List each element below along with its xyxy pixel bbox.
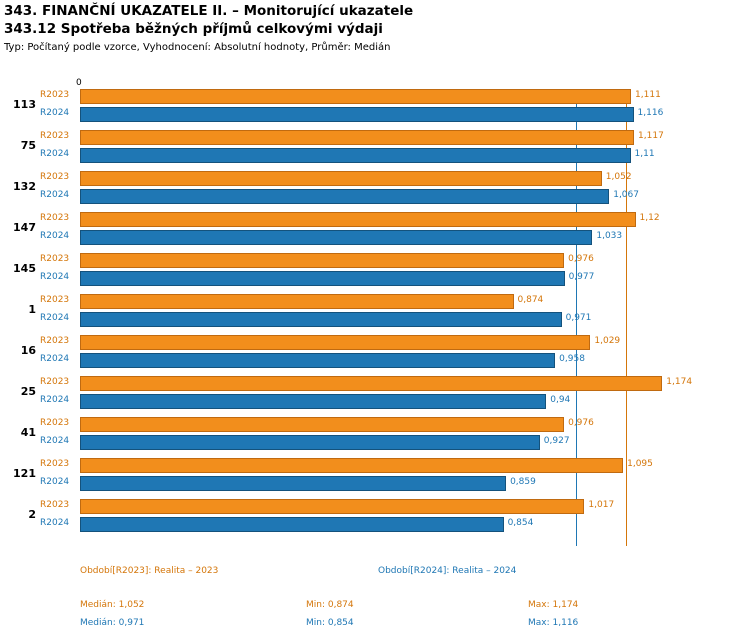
bar-value-label: 1,095	[627, 459, 653, 469]
series-tick-label: R2023	[40, 90, 70, 100]
bar-row	[40, 375, 750, 392]
bar-row	[40, 434, 750, 451]
bar-R2024-121[interactable]	[80, 476, 506, 491]
series-tick-label: R2023	[40, 295, 70, 305]
bar-value-label: 0,958	[559, 354, 585, 364]
series-tick-label: R2023	[40, 213, 70, 223]
bar-R2024-1[interactable]	[80, 312, 562, 327]
stat-median-2023: Medián: 1,052	[80, 600, 145, 610]
bar-row	[40, 147, 750, 164]
series-tick-label: R2023	[40, 336, 70, 346]
bar-row	[40, 416, 750, 433]
bar-R2023-113[interactable]	[80, 89, 631, 104]
bar-group	[0, 416, 750, 454]
bar-R2023-145[interactable]	[80, 253, 564, 268]
series-tick-label: R2024	[40, 354, 70, 364]
bar-value-label: 1,017	[588, 500, 615, 510]
legend-series-2024: Období[R2024]: Realita – 2024	[378, 566, 517, 576]
bar-value-label: 1,052	[605, 172, 632, 182]
bar-group	[0, 252, 750, 290]
bar-R2024-113[interactable]	[80, 107, 634, 122]
legend-series-2023: Období[R2023]: Realita – 2023	[80, 566, 219, 576]
bar-value-label: 1,12	[639, 213, 660, 223]
bar-row	[40, 229, 750, 246]
bar-row	[40, 170, 750, 187]
bar-group	[0, 129, 750, 167]
bar-value-label: 0,971	[565, 313, 592, 323]
category-label: 75	[20, 139, 36, 152]
series-tick-label: R2024	[40, 313, 70, 323]
bar-value-label: 1,067	[613, 190, 639, 200]
bar-value-label: 0,94	[550, 395, 571, 405]
series-tick-label: R2023	[40, 172, 70, 182]
page-title-secondary: 343.12 Spotřeba běžných příjmů celkovými výdaji	[4, 21, 383, 37]
bar-value-label: 1,117	[638, 131, 664, 141]
bar-R2023-132[interactable]	[80, 171, 602, 186]
series-tick-label: R2024	[40, 272, 70, 282]
series-tick-label: R2023	[40, 418, 70, 428]
bar-group	[0, 375, 750, 413]
stat-median-2024: Medián: 0,971	[80, 618, 145, 628]
bar-value-label: 1,111	[635, 90, 661, 100]
bar-R2024-16[interactable]	[80, 353, 555, 368]
axis-zero-label: 0	[76, 78, 82, 88]
bar-value-label: 0,977	[568, 272, 595, 282]
bar-row	[40, 311, 750, 328]
bar-group	[0, 293, 750, 331]
bar-row	[40, 252, 750, 269]
bar-row	[40, 393, 750, 410]
bar-row	[40, 129, 750, 146]
bar-R2023-1[interactable]	[80, 294, 514, 309]
category-label: 16	[20, 344, 36, 357]
bar-R2024-41[interactable]	[80, 435, 540, 450]
bar-row	[40, 270, 750, 287]
bar-group	[0, 88, 750, 126]
stat-max-2024: Max: 1,116	[528, 618, 579, 628]
bar-row	[40, 293, 750, 310]
bar-R2023-75[interactable]	[80, 130, 634, 145]
category-label: 132	[13, 180, 36, 193]
stat-min-2023: Min: 0,874	[306, 600, 354, 610]
bar-R2024-75[interactable]	[80, 148, 631, 163]
bar-R2024-2[interactable]	[80, 517, 504, 532]
bar-value-label: 1,033	[596, 231, 623, 241]
bar-row	[40, 352, 750, 369]
series-tick-label: R2024	[40, 477, 70, 487]
series-tick-label: R2023	[40, 377, 70, 387]
bar-R2024-132[interactable]	[80, 189, 609, 204]
series-tick-label: R2024	[40, 149, 70, 159]
series-tick-label: R2023	[40, 459, 70, 469]
bar-R2023-147[interactable]	[80, 212, 636, 227]
series-tick-label: R2024	[40, 518, 70, 528]
category-label: 113	[13, 98, 36, 111]
bar-R2023-16[interactable]	[80, 335, 590, 350]
series-tick-label: R2023	[40, 131, 70, 141]
stat-min-2024: Min: 0,854	[306, 618, 354, 628]
page-title-primary: 343. FINANČNÍ UKAZATELE II. – Monitorující ukazatele	[4, 3, 414, 19]
bar-row	[40, 516, 750, 533]
bar-row	[40, 475, 750, 492]
bar-value-label: 0,927	[543, 436, 570, 446]
bar-group	[0, 498, 750, 536]
bar-R2024-147[interactable]	[80, 230, 592, 245]
bar-group	[0, 170, 750, 208]
bar-row	[40, 88, 750, 105]
chart-plot-area	[0, 78, 750, 548]
bar-group	[0, 211, 750, 249]
bar-R2023-2[interactable]	[80, 499, 584, 514]
series-tick-label: R2024	[40, 395, 70, 405]
category-label: 147	[13, 221, 36, 234]
chart-subtitle: Typ: Počítaný podle vzorce, Vyhodnocení: Absolutní hodnoty, Průměr: Medián	[4, 42, 391, 53]
bar-value-label: 0,854	[507, 518, 534, 528]
category-label: 25	[20, 385, 36, 398]
series-tick-label: R2023	[40, 500, 70, 510]
bar-R2024-145[interactable]	[80, 271, 565, 286]
series-tick-label: R2024	[40, 190, 70, 200]
bar-value-label: 1,11	[634, 149, 655, 159]
bar-R2024-25[interactable]	[80, 394, 546, 409]
series-tick-label: R2024	[40, 231, 70, 241]
stat-max-2023: Max: 1,174	[528, 600, 579, 610]
bar-value-label: 0,976	[568, 254, 594, 264]
series-tick-label: R2024	[40, 108, 70, 118]
bar-row	[40, 457, 750, 474]
bar-value-label: 0,976	[568, 418, 594, 428]
series-tick-label: R2023	[40, 254, 70, 264]
category-label: 1	[28, 303, 36, 316]
bar-row	[40, 211, 750, 228]
series-tick-label: R2024	[40, 436, 70, 446]
bar-group	[0, 334, 750, 372]
category-label: 121	[13, 467, 36, 480]
bar-R2023-41[interactable]	[80, 417, 564, 432]
bar-R2023-25[interactable]	[80, 376, 662, 391]
bar-value-label: 0,859	[510, 477, 536, 487]
bar-value-label: 0,874	[517, 295, 544, 305]
bar-R2023-121[interactable]	[80, 458, 623, 473]
category-label: 145	[13, 262, 36, 275]
bar-row	[40, 188, 750, 205]
bar-value-label: 1,174	[666, 377, 693, 387]
bar-group	[0, 457, 750, 495]
bar-value-label: 1,029	[594, 336, 621, 346]
bar-value-label: 1,116	[637, 108, 664, 118]
bar-row	[40, 498, 750, 515]
category-label: 41	[20, 426, 36, 439]
bar-row	[40, 106, 750, 123]
chart-header	[4, 2, 746, 56]
bar-row	[40, 334, 750, 351]
category-label: 2	[28, 508, 36, 521]
